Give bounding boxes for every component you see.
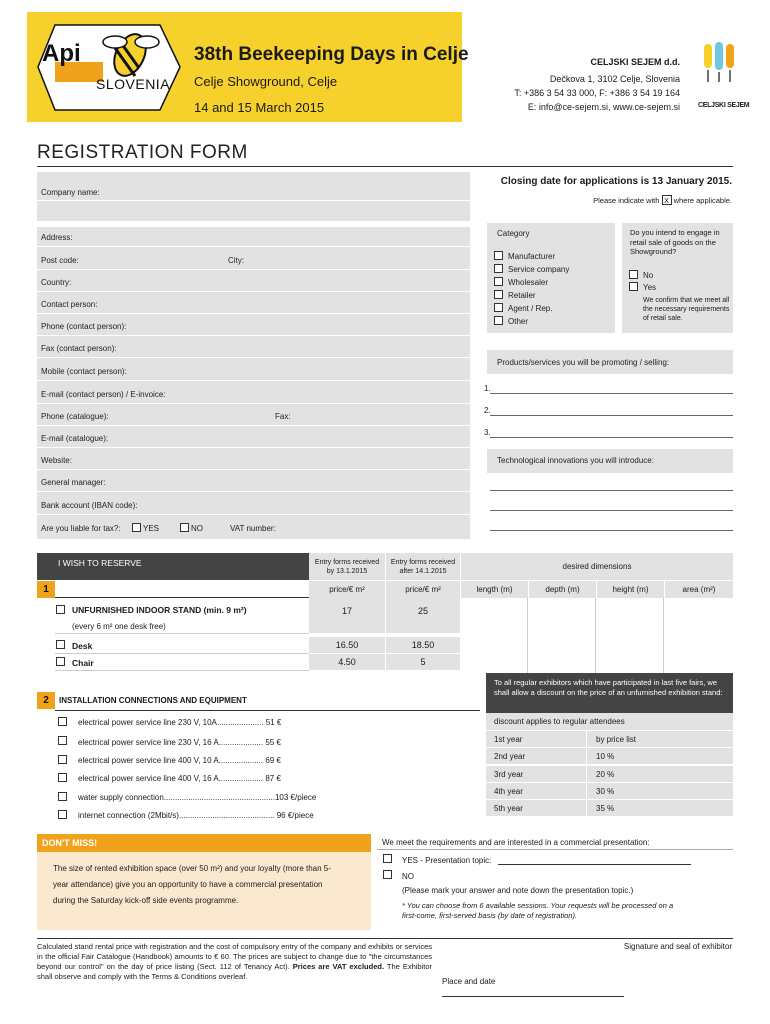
vat-number-label: VAT number: bbox=[230, 524, 276, 533]
presentation-topic-line[interactable] bbox=[498, 864, 691, 865]
category-title: Category bbox=[497, 229, 530, 238]
field-separator bbox=[37, 335, 470, 336]
stand-after-price: 25 bbox=[417, 606, 428, 616]
reserve-title: I WISH TO RESERVE bbox=[58, 558, 142, 568]
discount-value: by price list bbox=[596, 735, 637, 744]
field-separator bbox=[37, 380, 470, 381]
fax-contact-label: Fax (contact person): bbox=[41, 344, 117, 353]
indicate-prefix: Please indicate with bbox=[593, 196, 660, 205]
field-separator bbox=[37, 491, 470, 492]
company-address: Dečkova 1, 3102 Celje, Slovenia bbox=[549, 74, 680, 84]
category-agent-checkbox[interactable] bbox=[494, 303, 503, 312]
email-contact-label: E-mail (contact person) / E-invoice: bbox=[41, 390, 166, 399]
footer-rule bbox=[37, 938, 733, 939]
field-separator bbox=[37, 469, 470, 470]
discount-year: 5th year bbox=[494, 804, 523, 813]
category-other-checkbox[interactable] bbox=[494, 316, 503, 325]
indicate-mark: X bbox=[662, 195, 672, 205]
install-checkbox-4[interactable] bbox=[58, 773, 67, 782]
category-item: Agent / Rep. bbox=[508, 304, 553, 313]
height-input[interactable] bbox=[597, 598, 664, 678]
place-date-label: Place and date bbox=[442, 977, 496, 986]
field-separator bbox=[37, 291, 470, 292]
area-label: area (m²) bbox=[682, 585, 716, 594]
field-separator bbox=[37, 425, 470, 426]
product-1-num: 1. bbox=[484, 384, 491, 393]
section-1-number: 1 bbox=[37, 581, 55, 598]
install-checkbox-5[interactable] bbox=[58, 792, 67, 801]
length-label: length (m) bbox=[476, 585, 513, 594]
event-dates: 14 and 15 March 2015 bbox=[194, 100, 325, 115]
height-label: height (m) bbox=[612, 585, 649, 594]
product-2-line[interactable] bbox=[490, 415, 733, 416]
contact-person-label: Contact person: bbox=[41, 300, 98, 309]
col-dims-label: desired dimensions bbox=[562, 562, 632, 571]
section-2-rule bbox=[55, 710, 480, 711]
dont-miss-title: DON'T MISS! bbox=[42, 838, 98, 848]
retail-no-label: No bbox=[643, 271, 654, 280]
category-item: Wholesaler bbox=[508, 278, 549, 287]
footer-text-bold: Prices are VAT excluded. bbox=[292, 962, 385, 971]
presentation-no-label: NO bbox=[402, 872, 414, 881]
row-rule bbox=[55, 653, 309, 654]
category-item: Service company bbox=[508, 265, 570, 274]
indicate-note bbox=[593, 195, 732, 205]
row-rule bbox=[55, 633, 309, 634]
fax-label: Fax: bbox=[275, 412, 291, 421]
tax-liable-label: Are you liable for tax?: bbox=[41, 524, 121, 533]
product-1-line[interactable] bbox=[490, 393, 733, 394]
field-separator bbox=[37, 447, 470, 448]
closing-date: Closing date for applications is 13 January 2015. bbox=[500, 176, 732, 187]
category-item: Other bbox=[508, 317, 529, 326]
install-item: water supply connection..................................................103 €/piece bbox=[78, 793, 317, 802]
stand-before-price: 17 bbox=[341, 606, 352, 616]
presentation-rule bbox=[377, 849, 733, 850]
col-after-label: Entry forms received after 14.1.2015 bbox=[390, 559, 456, 575]
discount-intro: To all regular exhibitors which have participated in last five fairs, we shall allow a discount on the price of an unfurnished exhibition stand: bbox=[494, 678, 723, 697]
discount-header: discount applies to regular attendees bbox=[494, 717, 625, 726]
discount-year: 4th year bbox=[494, 787, 523, 796]
installations-title: INSTALLATION CONNECTIONS AND EQUIPMENT bbox=[59, 696, 247, 705]
company-logo-text: CELJSKI SEJEM bbox=[698, 102, 750, 109]
signature-label: Signature and seal of exhibitor bbox=[623, 942, 732, 951]
retail-yes-checkbox[interactable] bbox=[629, 282, 638, 291]
stand-sub: (every 6 m² one desk free) bbox=[72, 622, 166, 631]
discount-year: 3rd year bbox=[494, 770, 524, 779]
price-before-label: price/€ m² bbox=[329, 585, 365, 594]
logo-text-api: Api bbox=[42, 40, 81, 67]
depth-input[interactable] bbox=[529, 598, 596, 678]
product-3-line[interactable] bbox=[490, 437, 733, 438]
field-separator bbox=[37, 313, 470, 314]
product-3-num: 3. bbox=[484, 428, 491, 437]
celjski-sejem-logo bbox=[700, 42, 736, 100]
company-name: CELJSKI SEJEM d.d. bbox=[590, 57, 680, 67]
company-name-label: Company name: bbox=[41, 188, 100, 197]
company-phone: T: +386 3 54 33 000, F: +386 3 54 19 164 bbox=[514, 88, 680, 98]
presentation-title: We meet the requirements and are interested in a commercial presentation: bbox=[382, 838, 650, 847]
chair-checkbox[interactable] bbox=[56, 657, 65, 666]
country-label: Country: bbox=[41, 278, 72, 287]
general-manager-label: General manager: bbox=[41, 478, 106, 487]
retail-question: Do you intend to engage in retail sale of goods on the Showground? bbox=[630, 228, 720, 256]
innovation-line[interactable] bbox=[490, 490, 733, 491]
install-checkbox-6[interactable] bbox=[58, 810, 67, 819]
tax-no-label: NO bbox=[191, 524, 203, 533]
phone-contact-label: Phone (contact person): bbox=[41, 322, 127, 331]
innovation-line[interactable] bbox=[490, 530, 733, 531]
category-service-checkbox[interactable] bbox=[494, 264, 503, 273]
install-item: electrical power service line 400 V, 10 A.................... 69 € bbox=[78, 756, 281, 765]
stand-checkbox[interactable] bbox=[56, 605, 65, 614]
presentation-yes-checkbox[interactable] bbox=[383, 854, 392, 863]
tax-yes-checkbox[interactable] bbox=[132, 523, 141, 532]
category-item: Retailer bbox=[508, 291, 536, 300]
product-2-num: 2. bbox=[484, 406, 491, 415]
discount-year: 1st year bbox=[494, 735, 523, 744]
indicate-suffix: where applicable. bbox=[673, 196, 732, 205]
depth-label: depth (m) bbox=[545, 585, 580, 594]
category-wholesaler-checkbox[interactable] bbox=[494, 277, 503, 286]
category-retailer-checkbox[interactable] bbox=[494, 290, 503, 299]
desk-before-price: 16.50 bbox=[335, 640, 359, 650]
install-item: electrical power service line 230 V, 10A..................... 51 € bbox=[78, 718, 282, 727]
products-title: Products/services you will be promoting / selling: bbox=[497, 358, 670, 367]
discount-value: 10 % bbox=[596, 752, 615, 761]
presentation-yes-label: YES - Presentation topic: bbox=[402, 856, 492, 865]
field-separator bbox=[37, 200, 470, 201]
tax-yes-label: YES bbox=[143, 524, 160, 533]
post-code-label: Post code: bbox=[41, 256, 79, 265]
logo-text-slovenia: SLOVENIA bbox=[96, 76, 171, 92]
address-label: Address: bbox=[41, 233, 73, 242]
tax-no-checkbox[interactable] bbox=[180, 523, 189, 532]
length-input[interactable] bbox=[461, 598, 528, 678]
chair-after-price: 5 bbox=[420, 657, 426, 667]
price-after-label: price/€ m² bbox=[405, 585, 441, 594]
form-title: REGISTRATION FORM bbox=[37, 142, 248, 163]
section-1-rule bbox=[55, 597, 309, 598]
website-label: Website: bbox=[41, 456, 72, 465]
install-checkbox-2[interactable] bbox=[58, 736, 67, 745]
email-catalogue-label: E-mail (catalogue): bbox=[41, 434, 109, 443]
field-separator bbox=[37, 403, 470, 404]
presentation-italic-note: * You can choose from 6 available sessions. Your requests will be processed on a first-come, first-served basis (by date of registration). bbox=[402, 901, 674, 920]
mobile-contact-label: Mobile (contact person): bbox=[41, 367, 127, 376]
category-item: Manufacturer bbox=[508, 252, 556, 261]
install-checkbox-1[interactable] bbox=[58, 717, 67, 726]
discount-value: 30 % bbox=[596, 787, 615, 796]
retail-note: We confirm that we meet all the necessary requirements of retail sale. bbox=[643, 297, 730, 322]
category-manufacturer-checkbox[interactable] bbox=[494, 251, 503, 260]
footer-text-b: The Exhibitor shall observe and comply with the Terms & Conditions overleaf. bbox=[37, 962, 433, 981]
install-item: electrical power service line 400 V, 16 A.................... 87 € bbox=[78, 774, 281, 783]
col-before-label: Entry forms received by 13.1.2015 bbox=[314, 559, 380, 575]
install-checkbox-3[interactable] bbox=[58, 755, 67, 764]
desk-after-price: 18.50 bbox=[411, 640, 435, 650]
innovation-line[interactable] bbox=[490, 510, 733, 511]
company-email: E: info@ce-sejem.si, www.ce-sejem.si bbox=[527, 102, 680, 112]
presentation-note: (Please mark your answer and note down the presentation topic.) bbox=[402, 886, 634, 895]
contact-fields-panel bbox=[37, 227, 470, 539]
innovations-title: Technological innovations you will introduce: bbox=[497, 456, 654, 465]
discount-value: 20 % bbox=[596, 770, 615, 779]
city-label: City: bbox=[228, 256, 244, 265]
field-separator bbox=[37, 246, 470, 247]
bank-account-label: Bank account (IBAN code): bbox=[41, 501, 138, 510]
field-separator bbox=[37, 269, 470, 270]
retail-no-checkbox[interactable] bbox=[629, 270, 638, 279]
title-divider bbox=[37, 166, 733, 167]
presentation-no-checkbox[interactable] bbox=[383, 870, 392, 879]
company-name-field[interactable] bbox=[37, 172, 470, 221]
field-separator bbox=[37, 357, 470, 358]
footer-text-a: Calculated stand rental price with registration and the cost of compulsory entry of the company and exhibits or services in the official Fair Catalogue (Handbook) amounts to € 60. The prices are subject to change due to "the circumstances beyond our control" on the day of price listing (Sect. 112 of Tenancy Act). bbox=[37, 942, 432, 971]
desk-checkbox[interactable] bbox=[56, 640, 65, 649]
chair-before-price: 4.50 bbox=[338, 657, 356, 667]
retail-yes-label: Yes bbox=[643, 283, 657, 292]
discount-value: 35 % bbox=[596, 804, 615, 813]
field-separator bbox=[37, 514, 470, 515]
row-rule bbox=[55, 670, 309, 671]
event-venue: Celje Showground, Celje bbox=[194, 74, 338, 89]
desk-label: Desk bbox=[72, 641, 93, 651]
area-input[interactable] bbox=[665, 598, 733, 678]
phone-catalogue-label: Phone (catalogue): bbox=[41, 412, 109, 421]
install-item: internet connection (2Mbit/s)........................................... 96 €/piece bbox=[78, 811, 314, 820]
discount-year: 2nd year bbox=[494, 752, 526, 761]
event-title: 38th Beekeeping Days in Celje bbox=[194, 44, 469, 65]
footer-terms bbox=[37, 942, 432, 982]
place-date-line[interactable] bbox=[442, 996, 624, 997]
install-item: electrical power service line 230 V, 16 A.................... 55 € bbox=[78, 738, 281, 747]
category-box bbox=[487, 223, 615, 333]
dont-miss-text: The size of rented exhibition space (over 50 m²) and your loyalty (more than 5-year attendance) give you an opportunity to have a commercial presentation during the Saturday kick-off side events programme. bbox=[53, 864, 331, 905]
chair-label: Chair bbox=[72, 658, 94, 668]
stand-label: UNFURNISHED INDOOR STAND (min. 9 m²) bbox=[72, 605, 247, 615]
section-2-number: 2 bbox=[37, 692, 55, 709]
